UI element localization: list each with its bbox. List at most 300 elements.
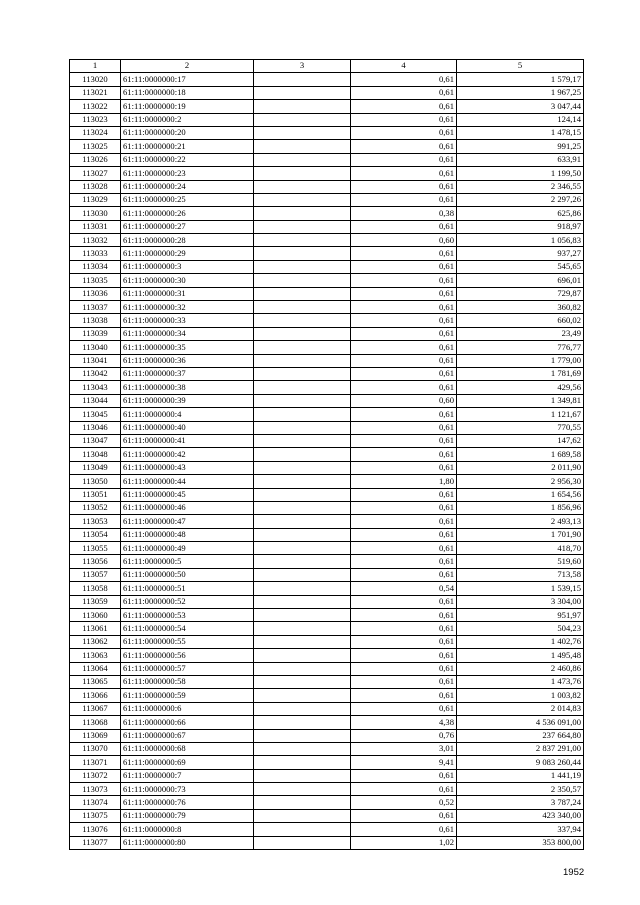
amount-value: 124,14 — [457, 113, 584, 126]
cadastral-number: 61:11:0000000:69 — [121, 756, 254, 769]
empty-cell — [254, 729, 351, 742]
amount-value: 504,23 — [457, 622, 584, 635]
row-number: 113075 — [70, 809, 121, 822]
empty-cell — [254, 649, 351, 662]
table-row — [70, 193, 584, 206]
area-value: 0,61 — [351, 568, 457, 581]
empty-cell — [254, 341, 351, 354]
area-value: 0,60 — [351, 394, 457, 407]
area-value: 0,61 — [351, 649, 457, 662]
area-value: 0,76 — [351, 729, 457, 742]
row-number: 113073 — [70, 783, 121, 796]
area-value: 0,52 — [351, 796, 457, 809]
amount-value: 1 056,83 — [457, 234, 584, 247]
row-number: 113055 — [70, 542, 121, 555]
cadastral-number: 61:11:0000000:49 — [121, 542, 254, 555]
empty-cell — [254, 515, 351, 528]
empty-cell — [254, 488, 351, 501]
cadastral-number: 61:11:0000000:23 — [121, 167, 254, 180]
table-row — [70, 341, 584, 354]
cadastral-number: 61:11:0000000:17 — [121, 73, 254, 86]
empty-cell — [254, 100, 351, 113]
row-number: 113028 — [70, 180, 121, 193]
amount-value: 2 837 291,00 — [457, 742, 584, 755]
table-row — [70, 220, 584, 233]
empty-cell — [254, 796, 351, 809]
table-row — [70, 126, 584, 139]
empty-cell — [254, 609, 351, 622]
amount-value: 713,58 — [457, 568, 584, 581]
table-row — [70, 729, 584, 742]
table-row — [70, 73, 584, 86]
area-value: 0,61 — [351, 274, 457, 287]
area-value: 0,61 — [351, 434, 457, 447]
area-value: 0,61 — [351, 408, 457, 421]
amount-value: 1 967,25 — [457, 86, 584, 99]
amount-value: 633,91 — [457, 153, 584, 166]
table-row — [70, 421, 584, 434]
table-row — [70, 381, 584, 394]
cadastral-number: 61:11:0000000:79 — [121, 809, 254, 822]
row-number: 113041 — [70, 354, 121, 367]
amount-value: 3 787,24 — [457, 796, 584, 809]
table-row — [70, 314, 584, 327]
cadastral-number: 61:11:0000000:73 — [121, 783, 254, 796]
cadastral-number: 61:11:0000000:31 — [121, 287, 254, 300]
row-number: 113029 — [70, 193, 121, 206]
area-value: 0,61 — [351, 783, 457, 796]
cadastral-number: 61:11:0000000:54 — [121, 622, 254, 635]
row-number: 113047 — [70, 434, 121, 447]
header-row — [70, 60, 584, 73]
row-number: 113026 — [70, 153, 121, 166]
area-value: 1,02 — [351, 836, 457, 849]
row-number: 113051 — [70, 488, 121, 501]
empty-cell — [254, 542, 351, 555]
empty-cell — [254, 314, 351, 327]
amount-value: 353 800,00 — [457, 836, 584, 849]
table-header — [70, 60, 584, 73]
amount-value: 660,02 — [457, 314, 584, 327]
table-row — [70, 488, 584, 501]
empty-cell — [254, 528, 351, 541]
empty-cell — [254, 475, 351, 488]
empty-cell — [254, 408, 351, 421]
table-row — [70, 756, 584, 769]
cadastral-number: 61:11:0000000:68 — [121, 742, 254, 755]
row-number: 113021 — [70, 86, 121, 99]
row-number: 113024 — [70, 126, 121, 139]
empty-cell — [254, 689, 351, 702]
cadastral-number: 61:11:0000000:21 — [121, 140, 254, 153]
amount-value: 2 346,55 — [457, 180, 584, 193]
empty-cell — [254, 207, 351, 220]
cadastral-number: 61:11:0000000:80 — [121, 836, 254, 849]
area-value: 0,61 — [351, 287, 457, 300]
row-number: 113057 — [70, 568, 121, 581]
area-value: 0,61 — [351, 542, 457, 555]
table-row — [70, 528, 584, 541]
amount-value: 2 493,13 — [457, 515, 584, 528]
amount-value: 2 460,86 — [457, 662, 584, 675]
amount-value: 1 689,58 — [457, 448, 584, 461]
row-number: 113063 — [70, 649, 121, 662]
table-row — [70, 595, 584, 608]
area-value: 0,61 — [351, 167, 457, 180]
cadastral-number: 61:11:0000000:28 — [121, 234, 254, 247]
table-row — [70, 475, 584, 488]
area-value: 0,61 — [351, 689, 457, 702]
table-row — [70, 582, 584, 595]
empty-cell — [254, 756, 351, 769]
table-row — [70, 327, 584, 340]
row-number: 113022 — [70, 100, 121, 113]
area-value: 0,61 — [351, 448, 457, 461]
cadastral-number: 61:11:0000000:76 — [121, 796, 254, 809]
amount-value: 1 654,56 — [457, 488, 584, 501]
cadastral-number: 61:11:0000000:32 — [121, 301, 254, 314]
row-number: 113046 — [70, 421, 121, 434]
empty-cell — [254, 421, 351, 434]
cadastral-number: 61:11:0000000:55 — [121, 635, 254, 648]
cadastral-number: 61:11:0000000:26 — [121, 207, 254, 220]
table-row — [70, 140, 584, 153]
empty-cell — [254, 769, 351, 782]
area-value: 1,80 — [351, 475, 457, 488]
empty-cell — [254, 140, 351, 153]
cadastral-number: 61:11:0000000:18 — [121, 86, 254, 99]
row-number: 113058 — [70, 582, 121, 595]
table-row — [70, 86, 584, 99]
empty-cell — [254, 434, 351, 447]
amount-value: 1 473,76 — [457, 675, 584, 688]
cadastral-number: 61:11:0000000:37 — [121, 367, 254, 380]
empty-cell — [254, 742, 351, 755]
amount-value: 937,27 — [457, 247, 584, 260]
empty-cell — [254, 381, 351, 394]
table-row — [70, 742, 584, 755]
empty-cell — [254, 153, 351, 166]
cadastral-number: 61:11:0000000:39 — [121, 394, 254, 407]
row-number: 113030 — [70, 207, 121, 220]
amount-value: 337,94 — [457, 823, 584, 836]
area-value: 0,61 — [351, 675, 457, 688]
row-number: 113068 — [70, 716, 121, 729]
cadastral-number: 61:11:0000000:36 — [121, 354, 254, 367]
row-number: 113062 — [70, 635, 121, 648]
row-number: 113045 — [70, 408, 121, 421]
amount-value: 1 349,81 — [457, 394, 584, 407]
row-number: 113033 — [70, 247, 121, 260]
row-number: 113059 — [70, 595, 121, 608]
area-value: 0,61 — [351, 622, 457, 635]
table-row — [70, 180, 584, 193]
area-value: 0,61 — [351, 381, 457, 394]
amount-value: 545,65 — [457, 260, 584, 273]
table-row — [70, 662, 584, 675]
amount-value: 2 350,57 — [457, 783, 584, 796]
cadastral-number: 61:11:0000000:40 — [121, 421, 254, 434]
column-header-5: 5 — [457, 60, 584, 73]
table-row — [70, 501, 584, 514]
cadastral-number: 61:11:0000000:24 — [121, 180, 254, 193]
row-number: 113074 — [70, 796, 121, 809]
row-number: 113020 — [70, 73, 121, 86]
area-value: 0,60 — [351, 234, 457, 247]
cadastral-number: 61:11:0000000:66 — [121, 716, 254, 729]
empty-cell — [254, 193, 351, 206]
amount-value: 423 340,00 — [457, 809, 584, 822]
cadastral-number: 61:11:0000000:53 — [121, 609, 254, 622]
cadastral-number: 61:11:0000000:4 — [121, 408, 254, 421]
empty-cell — [254, 555, 351, 568]
table-row — [70, 796, 584, 809]
empty-cell — [254, 836, 351, 849]
amount-value: 1 495,48 — [457, 649, 584, 662]
empty-cell — [254, 783, 351, 796]
empty-cell — [254, 394, 351, 407]
row-number: 113067 — [70, 702, 121, 715]
cadastral-number: 61:11:0000000:44 — [121, 475, 254, 488]
row-number: 113039 — [70, 327, 121, 340]
area-value: 0,61 — [351, 421, 457, 434]
cadastral-number: 61:11:0000000:43 — [121, 461, 254, 474]
table-row — [70, 354, 584, 367]
empty-cell — [254, 809, 351, 822]
cadastral-number: 61:11:0000000:6 — [121, 702, 254, 715]
row-number: 113052 — [70, 501, 121, 514]
row-number: 113071 — [70, 756, 121, 769]
table-row — [70, 301, 584, 314]
row-number: 113025 — [70, 140, 121, 153]
cadastral-number: 61:11:0000000:20 — [121, 126, 254, 139]
amount-value: 1 478,15 — [457, 126, 584, 139]
cadastral-number: 61:11:0000000:33 — [121, 314, 254, 327]
table-row — [70, 836, 584, 849]
table-row — [70, 408, 584, 421]
table-row — [70, 702, 584, 715]
area-value: 0,61 — [351, 180, 457, 193]
row-number: 113066 — [70, 689, 121, 702]
empty-cell — [254, 501, 351, 514]
cadastral-number: 61:11:0000000:7 — [121, 769, 254, 782]
area-value: 0,61 — [351, 702, 457, 715]
area-value: 0,61 — [351, 247, 457, 260]
area-value: 0,61 — [351, 662, 457, 675]
area-value: 3,01 — [351, 742, 457, 755]
empty-cell — [254, 367, 351, 380]
amount-value: 3 304,00 — [457, 595, 584, 608]
table-row — [70, 434, 584, 447]
table-row — [70, 167, 584, 180]
table-row — [70, 274, 584, 287]
area-value: 4,38 — [351, 716, 457, 729]
area-value: 0,61 — [351, 341, 457, 354]
table-row — [70, 287, 584, 300]
cadastral-number: 61:11:0000000:41 — [121, 434, 254, 447]
amount-value: 770,55 — [457, 421, 584, 434]
empty-cell — [254, 595, 351, 608]
table-row — [70, 153, 584, 166]
area-value: 0,38 — [351, 207, 457, 220]
amount-value: 2 297,26 — [457, 193, 584, 206]
amount-value: 429,56 — [457, 381, 584, 394]
row-number: 113027 — [70, 167, 121, 180]
row-number: 113038 — [70, 314, 121, 327]
table-row — [70, 234, 584, 247]
cadastral-number: 61:11:0000000:22 — [121, 153, 254, 166]
amount-value: 4 536 091,00 — [457, 716, 584, 729]
amount-value: 1 701,90 — [457, 528, 584, 541]
table-row — [70, 675, 584, 688]
amount-value: 1 579,17 — [457, 73, 584, 86]
amount-value: 1 779,00 — [457, 354, 584, 367]
table-row — [70, 635, 584, 648]
area-value: 0,61 — [351, 488, 457, 501]
column-header-2: 2 — [121, 60, 254, 73]
amount-value: 3 047,44 — [457, 100, 584, 113]
amount-value: 696,01 — [457, 274, 584, 287]
row-number: 113042 — [70, 367, 121, 380]
row-number: 113077 — [70, 836, 121, 849]
empty-cell — [254, 327, 351, 340]
cadastral-number: 61:11:0000000:27 — [121, 220, 254, 233]
cadastral-number: 61:11:0000000:19 — [121, 100, 254, 113]
row-number: 113072 — [70, 769, 121, 782]
data-table — [69, 59, 584, 850]
table-row — [70, 113, 584, 126]
cadastral-number: 61:11:0000000:42 — [121, 448, 254, 461]
cadastral-number: 61:11:0000000:35 — [121, 341, 254, 354]
amount-value: 418,70 — [457, 542, 584, 555]
table-row — [70, 461, 584, 474]
area-value: 0,61 — [351, 140, 457, 153]
empty-cell — [254, 301, 351, 314]
table-row — [70, 716, 584, 729]
table-row — [70, 649, 584, 662]
empty-cell — [254, 274, 351, 287]
empty-cell — [254, 823, 351, 836]
table-row — [70, 100, 584, 113]
cadastral-number: 61:11:0000000:38 — [121, 381, 254, 394]
table-row — [70, 542, 584, 555]
cadastral-number: 61:11:0000000:48 — [121, 528, 254, 541]
area-value: 0,61 — [351, 126, 457, 139]
row-number: 113070 — [70, 742, 121, 755]
table-row — [70, 247, 584, 260]
row-number: 113050 — [70, 475, 121, 488]
cadastral-number: 61:11:0000000:59 — [121, 689, 254, 702]
table-row — [70, 609, 584, 622]
cadastral-number: 61:11:0000000:34 — [121, 327, 254, 340]
table-row — [70, 823, 584, 836]
amount-value: 1 539,15 — [457, 582, 584, 595]
area-value: 0,61 — [351, 809, 457, 822]
column-header-1: 1 — [70, 60, 121, 73]
empty-cell — [254, 716, 351, 729]
table-row — [70, 783, 584, 796]
area-value: 0,61 — [351, 635, 457, 648]
table-row — [70, 568, 584, 581]
table-row — [70, 207, 584, 220]
empty-cell — [254, 622, 351, 635]
empty-cell — [254, 582, 351, 595]
cadastral-number: 61:11:0000000:29 — [121, 247, 254, 260]
empty-cell — [254, 126, 351, 139]
empty-cell — [254, 662, 351, 675]
area-value: 0,61 — [351, 100, 457, 113]
row-number: 113065 — [70, 675, 121, 688]
row-number: 113056 — [70, 555, 121, 568]
amount-value: 625,86 — [457, 207, 584, 220]
column-header-3: 3 — [254, 60, 351, 73]
row-number: 113069 — [70, 729, 121, 742]
amount-value: 23,49 — [457, 327, 584, 340]
table-row — [70, 769, 584, 782]
empty-cell — [254, 675, 351, 688]
row-number: 113034 — [70, 260, 121, 273]
row-number: 113036 — [70, 287, 121, 300]
empty-cell — [254, 635, 351, 648]
empty-cell — [254, 73, 351, 86]
cadastral-number: 61:11:0000000:8 — [121, 823, 254, 836]
cadastral-number: 61:11:0000000:56 — [121, 649, 254, 662]
cadastral-number: 61:11:0000000:2 — [121, 113, 254, 126]
amount-value: 2 014,83 — [457, 702, 584, 715]
area-value: 0,61 — [351, 193, 457, 206]
table-row — [70, 689, 584, 702]
area-value: 0,61 — [351, 220, 457, 233]
table-row — [70, 555, 584, 568]
area-value: 0,61 — [351, 73, 457, 86]
cadastral-number: 61:11:0000000:25 — [121, 193, 254, 206]
empty-cell — [254, 86, 351, 99]
area-value: 0,61 — [351, 555, 457, 568]
area-value: 0,61 — [351, 461, 457, 474]
cadastral-number: 61:11:0000000:67 — [121, 729, 254, 742]
table-row — [70, 622, 584, 635]
row-number: 113061 — [70, 622, 121, 635]
row-number: 113035 — [70, 274, 121, 287]
amount-value: 2 956,30 — [457, 475, 584, 488]
empty-cell — [254, 568, 351, 581]
amount-value: 1 199,50 — [457, 167, 584, 180]
empty-cell — [254, 220, 351, 233]
cadastral-number: 61:11:0000000:30 — [121, 274, 254, 287]
row-number: 113031 — [70, 220, 121, 233]
area-value: 0,61 — [351, 314, 457, 327]
column-header-4: 4 — [351, 60, 457, 73]
page-number: 1952 — [563, 867, 585, 878]
amount-value: 360,82 — [457, 301, 584, 314]
empty-cell — [254, 113, 351, 126]
amount-value: 1 856,96 — [457, 501, 584, 514]
cadastral-number: 61:11:0000000:50 — [121, 568, 254, 581]
empty-cell — [254, 260, 351, 273]
table-row — [70, 367, 584, 380]
area-value: 0,61 — [351, 367, 457, 380]
row-number: 113054 — [70, 528, 121, 541]
row-number: 113023 — [70, 113, 121, 126]
amount-value: 918,97 — [457, 220, 584, 233]
table-row — [70, 448, 584, 461]
cadastral-number: 61:11:0000000:52 — [121, 595, 254, 608]
cadastral-number: 61:11:0000000:47 — [121, 515, 254, 528]
area-value: 0,61 — [351, 515, 457, 528]
cadastral-number: 61:11:0000000:51 — [121, 582, 254, 595]
row-number: 113048 — [70, 448, 121, 461]
amount-value: 951,97 — [457, 609, 584, 622]
